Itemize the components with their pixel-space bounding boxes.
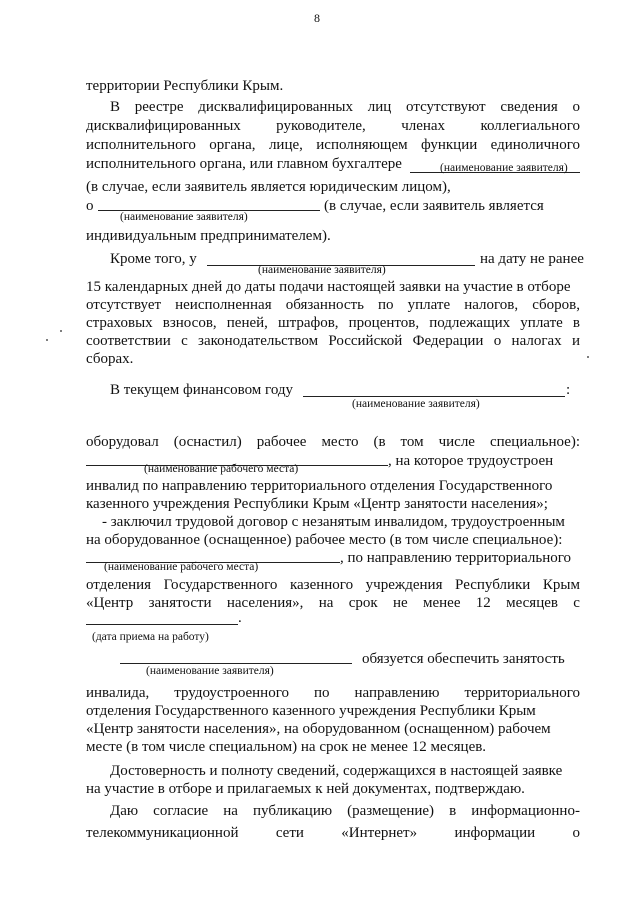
text-line: на оборудованное (оснащенное) рабочее место (в том числе специальное): [86, 532, 563, 548]
word: отсутствуют [406, 99, 486, 115]
word: место [321, 434, 359, 450]
word: сведения [500, 99, 558, 115]
scan-speck [587, 356, 589, 358]
caption-applicant: (наименование заявителя) [258, 264, 386, 276]
text-line: 15 календарных дней до даты подачи настоящей заявки на участие в отборе [86, 279, 571, 295]
word: уплате [520, 315, 563, 331]
word: на [223, 803, 238, 819]
word: казенного [289, 577, 354, 593]
word: налогах [511, 333, 562, 349]
word: информации [454, 825, 536, 841]
word: территориального [464, 685, 580, 701]
word: уплате [407, 297, 451, 313]
word: трудоустроенного [174, 685, 289, 701]
word: с [181, 333, 188, 349]
caption-workplace: (наименование рабочего места) [144, 463, 299, 475]
justified-line [110, 99, 580, 116]
word: дисквалифицированных [86, 118, 241, 134]
word: Крым [542, 577, 580, 593]
text-line: . [238, 610, 242, 626]
caption-hire-date: (дата приема на работу) [92, 631, 209, 643]
word: подлежащих [429, 315, 511, 331]
word: отделения [86, 577, 152, 593]
caption-workplace: (наименование рабочего места) [104, 561, 259, 573]
word: В [110, 99, 121, 115]
word: налогов, [464, 297, 519, 313]
word: страховых [86, 315, 153, 331]
text-line: Кроме того, у [110, 251, 197, 267]
scan-speck [46, 339, 48, 341]
word: лице, [268, 137, 303, 153]
justified-line [86, 315, 580, 332]
text-line: : [566, 382, 571, 398]
text-line: территории Республики Крым. [86, 78, 284, 94]
word: в [449, 803, 457, 819]
word: менее [422, 595, 461, 611]
word: Российской [328, 333, 403, 349]
justified-line [110, 803, 580, 820]
text-line: на участие в отборе и прилагаемых к ней документах, подтверждаю. [86, 781, 525, 797]
word: функции [421, 137, 478, 153]
word: руководителе, [276, 118, 366, 134]
word: месяцев [506, 595, 558, 611]
word: пеней, [226, 315, 268, 331]
text-line: индивидуальным предпринимателем). [86, 228, 331, 244]
justified-line [86, 595, 580, 612]
word: учреждения [365, 577, 443, 593]
caption-applicant: (наименование заявителя) [352, 398, 480, 410]
word: штрафов, [278, 315, 339, 331]
text-line: казенного учреждения Республики Крым «Центр занятости населения»; [86, 496, 548, 512]
scan-speck [60, 330, 62, 332]
word: (размещение) [347, 803, 435, 819]
word: Республики [455, 577, 531, 593]
justified-line [86, 577, 580, 594]
text-line: (в случае, если заявитель является [324, 198, 544, 214]
text-line: Достоверность и полноту сведений, содержащихся в настоящей заявке [110, 763, 563, 779]
word: Федерации [412, 333, 484, 349]
text-line: , на которое трудоустроен [388, 453, 554, 469]
word: коллегиального [480, 118, 580, 134]
word: о [493, 333, 502, 349]
word: и [571, 333, 580, 349]
text-line: сборах. [86, 351, 134, 367]
caption-applicant: (наименование заявителя) [120, 211, 248, 223]
text-line: отделения Государственного казенного учреждения Республики Крым [86, 703, 536, 719]
word: единоличного [490, 137, 580, 153]
word: в [572, 315, 580, 331]
word: телекоммуникационной [86, 825, 239, 841]
word: отсутствует [86, 297, 162, 313]
word: по [378, 297, 394, 313]
word: членах [401, 118, 446, 134]
text-line: , по направлению территориального [340, 550, 572, 566]
justified-line [86, 297, 580, 314]
word: занятости [148, 595, 212, 611]
hire-date-blank [86, 624, 238, 625]
word: числе [438, 434, 475, 450]
word: направлению [354, 685, 440, 701]
word: на [318, 595, 334, 611]
text-line: месте (в том числе специальном) на срок не менее 12 месяцев. [86, 739, 487, 755]
text-line: В текущем финансовом году [110, 382, 294, 398]
text-line: о [86, 198, 94, 214]
caption-applicant: (наименование заявителя) [440, 162, 568, 174]
word: органа, [209, 137, 256, 153]
word: том [400, 434, 424, 450]
word: сети [275, 825, 304, 841]
word: по [313, 685, 330, 701]
word: реестре [134, 99, 184, 115]
text-line: исполнительного органа, или главном бухгалтере [86, 156, 402, 172]
word: о [572, 825, 580, 841]
text-line: (в случае, если заявитель является юридическим лицом), [86, 179, 451, 195]
applicant-name-blank [120, 663, 352, 664]
word: законодательством [198, 333, 319, 349]
word: неисполненная [175, 297, 272, 313]
text-line: обязуется обеспечить занятость [362, 651, 565, 667]
word: «Центр [86, 595, 134, 611]
word: с [573, 595, 580, 611]
justified-line [86, 137, 580, 154]
justified-line [86, 434, 580, 451]
page-number: 8 [314, 11, 320, 25]
word: согласие [153, 803, 209, 819]
text-line: на дату не ранее [480, 251, 584, 267]
word: о [572, 99, 580, 115]
word: лиц [367, 99, 392, 115]
word: дисквалифицированных [198, 99, 354, 115]
word: населения», [226, 595, 304, 611]
word: сборов, [532, 297, 580, 313]
word: срок [348, 595, 378, 611]
word: специальное): [489, 434, 580, 450]
text-line: «Центр занятости населения», на оборудованном (оснащенном) рабочем [86, 721, 551, 737]
applicant-name-blank [303, 396, 565, 397]
word: 12 [475, 595, 491, 611]
word: (в [373, 434, 386, 450]
word: процентов, [348, 315, 420, 331]
caption-applicant: (наименование заявителя) [146, 665, 274, 677]
word: исполнительного [86, 137, 196, 153]
word: Даю [110, 803, 139, 819]
text-line: - заключил трудовой договор с незанятым инвалидом, трудоустроенным [102, 514, 565, 530]
justified-line [86, 118, 580, 135]
word: информационно- [471, 803, 580, 819]
word: оборудовал [86, 434, 159, 450]
word: не [392, 595, 408, 611]
justified-line [86, 333, 580, 350]
word: обязанность [285, 297, 364, 313]
word: соответствии [86, 333, 171, 349]
word: взносов, [162, 315, 217, 331]
word: публикацию [252, 803, 333, 819]
word: рабочее [256, 434, 307, 450]
justified-line [86, 825, 580, 842]
text-line: инвалид по направлению территориального отделения Государственного [86, 478, 553, 494]
justified-line [86, 685, 580, 702]
word: исполняющем [316, 137, 408, 153]
word: Государственного [163, 577, 278, 593]
word: (оснастил) [173, 434, 242, 450]
word: инвалида, [86, 685, 150, 701]
word: «Интернет» [341, 825, 418, 841]
